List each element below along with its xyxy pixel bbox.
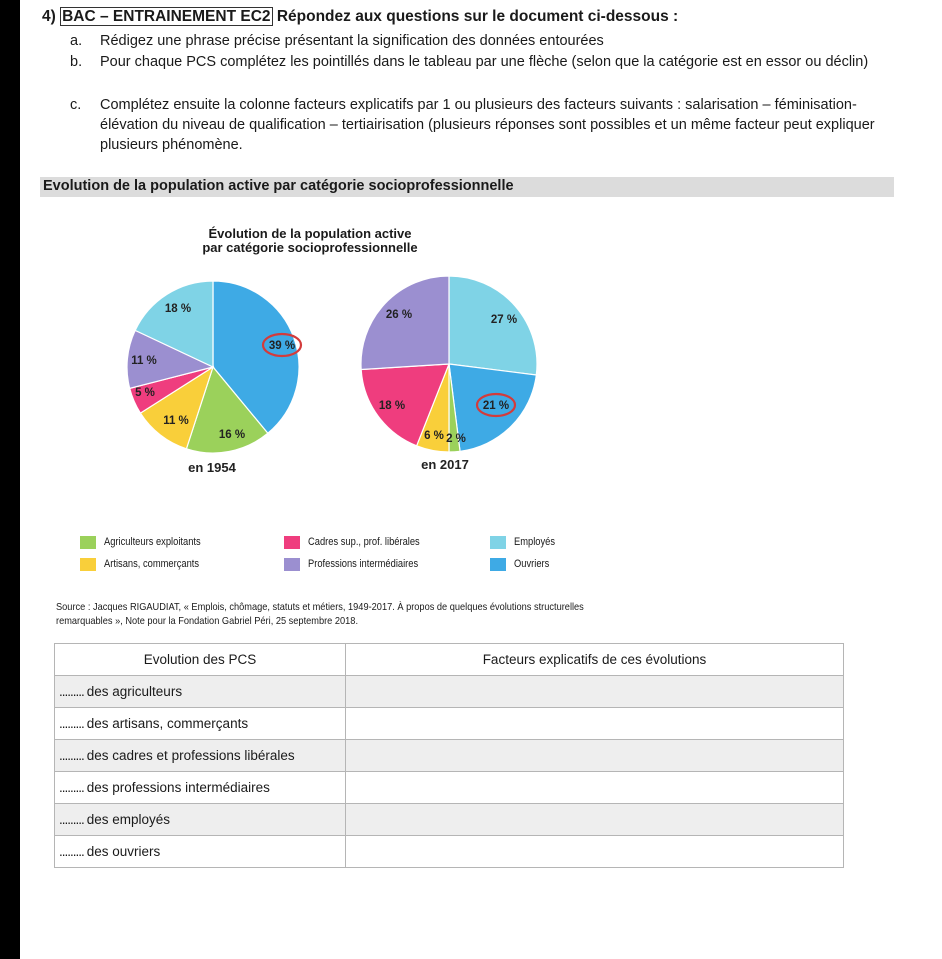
row-label: des employés (86, 812, 171, 827)
row-label: des cadres et professions libérales (86, 748, 295, 763)
factor-cell[interactable] (346, 836, 844, 868)
question-number: 4) (42, 8, 56, 25)
pie-data-label: 11 % (163, 415, 189, 427)
table-header: Facteurs explicatifs de ces évolutions (346, 644, 844, 676)
question-item-letter: a. (70, 33, 83, 49)
pie-slice-professions-intermediaires (361, 276, 449, 370)
factor-cell[interactable] (346, 708, 844, 740)
row-label: des professions intermédiaires (86, 780, 270, 795)
table-row (55, 772, 844, 804)
pie-data-label: 39 % (268, 340, 296, 352)
pcs-table (54, 643, 844, 868)
pie-data-label: 6 % (424, 430, 444, 442)
factor-cell[interactable] (346, 772, 844, 804)
document-title: Evolution de la population active par catégorie socioprofessionnelle (43, 178, 514, 194)
legend-swatch-artisans (80, 558, 96, 571)
legend-swatch-cadres (284, 536, 300, 549)
pie-data-label: 27 % (490, 314, 518, 326)
legend-label: Agriculteurs exploitants (104, 536, 201, 548)
legend-label: Artisans, commerçants (104, 558, 200, 570)
question-item-text: Pour chaque PCS complétez les pointillés dans le tableau par une flèche (selon que la catégorie est en essor ou déclin) (100, 54, 869, 70)
question-item-text: Rédigez une phrase précise présentant la signification des données entourées (100, 33, 604, 49)
pie-chart-1 (127, 281, 301, 475)
row-label: des agriculteurs (86, 684, 183, 699)
factor-cell[interactable] (346, 676, 844, 708)
table-header: Evolution des PCS (55, 644, 346, 676)
legend-label: Cadres sup., prof. libérales (308, 536, 420, 548)
pie-data-label: 18 % (378, 400, 406, 412)
table-row (55, 708, 844, 740)
chart-title-line1: Évolution de la population active (208, 226, 412, 241)
source-note: Source : Jacques RIGAUDIAT, « Emplois, chômage, statuts et métiers, 1949-2017. À propos de quelques évolutions structurelles remarquables », Note pour la Fondation Gabriel Péri, 25 septembre 2018. (56, 601, 584, 627)
table-row (55, 740, 844, 772)
question-item-text: Complétez ensuite la colonne facteurs explicatifs par 1 ou plusieurs des facteurs suivants : salarisation – féminisation- élévation du niveau de qualification – tertiairisation (plusieurs réponses sont possibles et un même facteur peut expliquer plusieurs phénomène. (100, 97, 875, 153)
pie-data-label: 21 % (482, 400, 510, 412)
fill-in-dots[interactable]: ......... (59, 844, 84, 859)
pie-year-label: en 2017 (421, 457, 469, 472)
pie-data-label: 18 % (164, 303, 192, 315)
fill-in-dots[interactable]: ......... (59, 812, 84, 827)
pie-data-label: 2 % (446, 433, 466, 445)
pie-chart-2 (361, 276, 537, 472)
boxed-exam-label: BAC – ENTRAINEMENT EC2 (62, 8, 271, 25)
fill-in-dots[interactable]: ......... (59, 748, 84, 763)
question-item-letter: c. (70, 97, 82, 113)
legend-swatch-employes (490, 536, 506, 549)
chart-title-line2: par catégorie socioprofessionnelle (202, 240, 418, 255)
pie-year-label: en 1954 (188, 460, 236, 475)
table-row (55, 804, 844, 836)
table-row (55, 836, 844, 868)
row-label: des artisans, commerçants (86, 716, 249, 731)
question-intro: Répondez aux questions sur le document ci-dessous : (276, 8, 679, 25)
factor-cell[interactable] (346, 804, 844, 836)
table-row (55, 676, 844, 708)
fill-in-dots[interactable]: ......... (59, 716, 84, 731)
question-item-letter: b. (70, 54, 83, 70)
legend-swatch-ouvriers (490, 558, 506, 571)
factor-cell[interactable] (346, 740, 844, 772)
legend-swatch-agriculteurs (80, 536, 96, 549)
pie-data-label: 26 % (385, 309, 413, 321)
fill-in-dots[interactable]: ......... (59, 684, 84, 699)
row-label: des ouvriers (86, 844, 161, 859)
pie-data-label: 5 % (135, 387, 155, 399)
pie-data-label: 11 % (131, 355, 157, 367)
legend-label: Employés (514, 536, 556, 548)
fill-in-dots[interactable]: ......... (59, 780, 84, 795)
legend-label: Ouvriers (514, 558, 550, 570)
legend-swatch-prof-intermediaires (284, 558, 300, 571)
legend-label: Professions intermédiaires (308, 558, 419, 570)
pie-data-label: 16 % (218, 429, 246, 441)
